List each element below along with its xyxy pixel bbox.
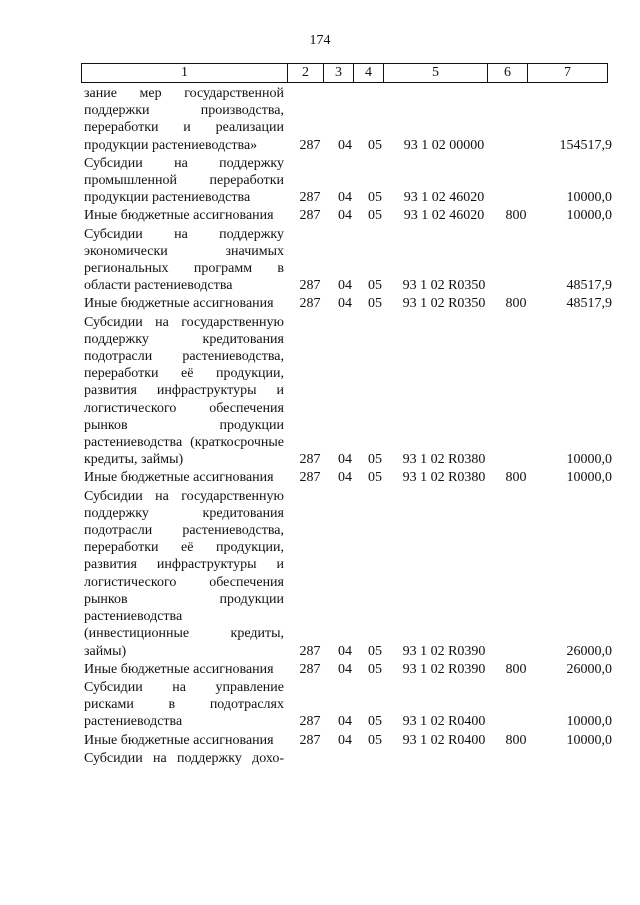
row-c2: 287	[299, 714, 321, 730]
row-c5: 93 1 02 46020	[403, 208, 485, 224]
row-c3: 04	[338, 732, 352, 748]
row-name: Субсидии на государственную поддержку кредитования подотрасли растениеводства, переработки её продукции, развития инфраструктуры и логистического обеспечения рынков продукции растениеводства (краткосрочные кредиты, займы)	[84, 314, 284, 468]
row-c4: 05	[368, 137, 382, 153]
row-name: Иные бюджетные ассигнования	[84, 732, 274, 748]
row-c7: 10000,0	[566, 190, 612, 206]
table-row	[84, 314, 614, 469]
row-name: зание мер государственной поддержки производства, переработки и реализации продукции растениеводства»	[84, 86, 284, 153]
row-c5: 93 1 02 R0400	[402, 714, 486, 730]
table-row	[84, 155, 614, 207]
row-c5: 93 1 02 00000	[403, 137, 485, 153]
row-c2: 287	[299, 452, 321, 468]
row-c5: 93 1 02 R0390	[402, 661, 486, 677]
row-c7: 10000,0	[566, 470, 612, 486]
row-c4: 05	[368, 278, 382, 294]
row-c4: 05	[368, 732, 382, 748]
table-row	[84, 661, 614, 678]
page-number: 174	[309, 33, 331, 48]
row-c2: 287	[299, 278, 321, 294]
row-c7: 154517,9	[559, 137, 612, 153]
row-c6: 800	[505, 661, 527, 677]
row-c5: 93 1 02 R0380	[402, 470, 486, 486]
table-row	[84, 85, 614, 154]
row-c4: 05	[368, 296, 382, 312]
row-c4: 05	[368, 661, 382, 677]
row-c2: 287	[299, 137, 321, 153]
row-c7: 10000,0	[566, 452, 612, 468]
row-c3: 04	[338, 661, 352, 677]
row-name: Субсидии на поддержку промышленной переработки продукции растениеводства	[84, 155, 284, 206]
row-c2: 287	[299, 296, 321, 312]
header-col-3: 3	[324, 64, 354, 82]
row-name: Иные бюджетные ассигнования	[84, 470, 274, 486]
table-row	[84, 469, 614, 486]
row-c5: 93 1 02 R0350	[402, 278, 486, 294]
table-row	[84, 750, 614, 767]
row-c3: 04	[338, 643, 352, 659]
row-name: Субсидии на государственную поддержку кредитования подотрасли растениеводства, переработки её продукции, развития инфраструктуры и логистического обеспечения рынков продукции растениеводства (инвестиционные кредиты, займы)	[84, 488, 284, 659]
row-c5: 93 1 02 R0390	[402, 643, 486, 659]
header-col-6: 6	[488, 64, 528, 82]
table-row	[84, 295, 614, 312]
table-row	[84, 679, 614, 731]
row-c7: 10000,0	[566, 732, 612, 748]
row-c2: 287	[299, 470, 321, 486]
row-c6: 800	[505, 208, 527, 224]
row-c7: 26000,0	[566, 643, 612, 659]
table-row	[84, 207, 614, 224]
row-c3: 04	[338, 296, 352, 312]
row-name: Иные бюджетные ассигнования	[84, 296, 274, 312]
row-c4: 05	[368, 470, 382, 486]
row-c4: 05	[368, 208, 382, 224]
row-c3: 04	[338, 278, 352, 294]
row-c4: 05	[368, 643, 382, 659]
row-c2: 287	[299, 190, 321, 206]
row-c6: 800	[505, 296, 527, 312]
table-row	[84, 488, 614, 660]
table-body	[84, 85, 614, 768]
row-c2: 287	[299, 643, 321, 659]
row-c6: 800	[505, 470, 527, 486]
row-c4: 05	[368, 452, 382, 468]
row-c7: 10000,0	[566, 208, 612, 224]
row-c7: 48517,9	[566, 296, 612, 312]
table-header	[81, 63, 608, 83]
row-c4: 05	[368, 190, 382, 206]
row-name: Иные бюджетные ассигнования	[84, 208, 274, 224]
header-col-5: 5	[384, 64, 488, 82]
header-col-1: 1	[82, 64, 288, 82]
header-col-4: 4	[354, 64, 384, 82]
header-col-2: 2	[288, 64, 324, 82]
row-name: Иные бюджетные ассигнования	[84, 661, 274, 677]
row-c3: 04	[338, 208, 352, 224]
header-col-7: 7	[564, 65, 571, 80]
row-name: Субсидии на поддержку экономически значимых региональных программ в области растениеводства	[84, 226, 284, 294]
row-c5: 93 1 02 R0350	[402, 296, 486, 312]
row-c4: 05	[368, 714, 382, 730]
row-c7: 48517,9	[566, 278, 612, 294]
row-name: Субсидии на поддержку дохо-	[84, 750, 284, 766]
row-c5: 93 1 02 46020	[403, 190, 485, 206]
row-c2: 287	[299, 732, 321, 748]
row-c3: 04	[338, 452, 352, 468]
row-c5: 93 1 02 R0400	[402, 732, 486, 748]
row-c2: 287	[299, 661, 321, 677]
row-c6: 800	[505, 732, 527, 748]
row-c7: 26000,0	[566, 661, 612, 677]
row-c5: 93 1 02 R0380	[402, 452, 486, 468]
table-row	[84, 732, 614, 749]
table-row	[84, 226, 614, 295]
row-c2: 287	[299, 208, 321, 224]
row-c3: 04	[338, 137, 352, 153]
row-c3: 04	[338, 714, 352, 730]
row-name: Субсидии на управление рисками в подотраслях растениеводства	[84, 679, 284, 730]
row-c3: 04	[338, 190, 352, 206]
row-c3: 04	[338, 470, 352, 486]
row-c7: 10000,0	[566, 714, 612, 730]
